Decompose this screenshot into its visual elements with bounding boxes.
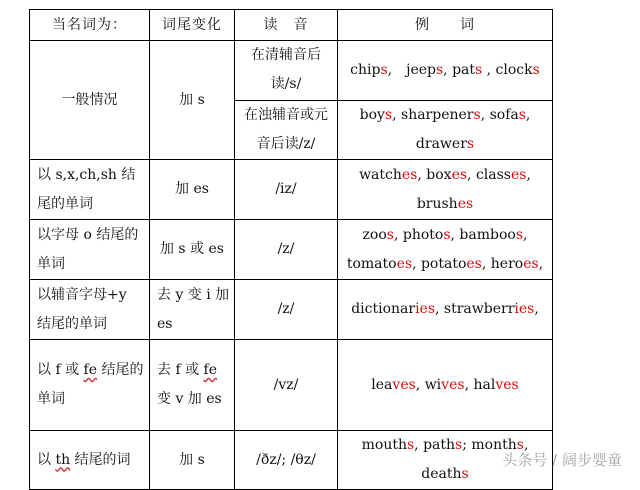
examples-cell (338, 100, 553, 160)
text-segment: , wi (415, 376, 442, 393)
table-row (30, 41, 553, 101)
table-row (30, 431, 553, 490)
pronunciation-cell: /vz/ (235, 340, 338, 431)
plural-suffix: es (457, 195, 474, 212)
table-row (30, 160, 553, 220)
plural-suffix: s (466, 135, 475, 152)
text-segment: , bamboo (450, 226, 516, 243)
examples-cell (338, 41, 553, 101)
plural-suffix: s (518, 106, 526, 123)
text-segment: , jeep (387, 61, 436, 78)
spellcheck-underlined-text: fe (83, 362, 98, 378)
plural-suffix: es (401, 166, 418, 183)
plural-suffix: ves (441, 376, 465, 393)
examples-cell (338, 220, 553, 280)
change-cell: 加 s 或 es (150, 220, 235, 280)
text-segment: , photo (393, 226, 444, 243)
plural-suffix: s (461, 466, 469, 482)
case-cell: 以辅音字母+y 结尾的单词 (30, 280, 150, 340)
plural-suffix: s (406, 437, 415, 453)
plural-suffix: s (515, 226, 524, 243)
text-segment: 结尾的单词 (37, 362, 144, 407)
plural-suffix: es (396, 255, 413, 272)
case-cell (30, 431, 150, 490)
plural-suffix: s (532, 61, 540, 78)
text-segment: , brush (416, 166, 531, 212)
plural-suffix: s (455, 437, 463, 453)
text-segment: , (534, 301, 539, 317)
text-segment: , tomato (346, 226, 528, 272)
pronunciation-cell: /z/ (235, 280, 338, 340)
header-row (30, 10, 553, 41)
text-segment: 以 (37, 451, 56, 468)
examples-cell (338, 160, 553, 220)
plural-suffix: s (386, 226, 394, 243)
text-segment: , hero (481, 255, 524, 272)
text-segment: mouth (361, 437, 407, 453)
change-cell: 加 s (150, 431, 235, 490)
text-segment: boy (359, 106, 385, 123)
examples-cell (338, 280, 553, 340)
change-cell (150, 340, 235, 431)
header-pronunciation: 读 音 (235, 10, 338, 41)
table-row (30, 220, 553, 280)
pronunciation-cell: /iz/ (235, 160, 338, 220)
plural-suffix: s (475, 61, 483, 78)
pronunciation-cell: /z/ (235, 220, 338, 280)
examples-cell (338, 340, 553, 431)
plural-suffix: ies (415, 301, 436, 317)
change-cell: 加 es (150, 160, 235, 220)
text-segment: dictionar (351, 301, 416, 317)
plural-suffix: es (510, 166, 527, 183)
spellcheck-underlined-text: fe (203, 362, 218, 378)
text-segment: , box (417, 166, 452, 183)
plural-suffix: s (443, 226, 451, 243)
plural-suffix: es (466, 255, 482, 272)
text-segment: 结尾的词 (70, 451, 131, 468)
header-examples: 例 词 (338, 10, 553, 41)
text-segment: 以 s,x,ch,sh 结尾的单词 (37, 166, 136, 212)
text-segment: , clock (482, 61, 533, 78)
table-row (30, 280, 553, 340)
plural-suffix: es (451, 166, 468, 183)
text-segment: watch (359, 166, 402, 183)
text-segment: , (538, 255, 544, 272)
text-segment: , pat (443, 61, 476, 78)
text-segment: ; month (462, 437, 517, 453)
table-row (30, 340, 553, 431)
case-cell: 一般情况 (30, 41, 150, 160)
text-segment: lea (371, 376, 393, 393)
text-segment: 去 f 或 (157, 362, 204, 378)
case-cell (30, 340, 150, 431)
text-segment: , sharpener (392, 106, 474, 123)
text-segment: , path (414, 437, 456, 453)
case-cell: 以字母 o 结尾的单词 (30, 220, 150, 280)
text-segment: , hal (464, 376, 496, 393)
text-segment: chip (350, 61, 381, 78)
header-case: 当名词为： (30, 10, 150, 41)
plural-rules-table (29, 9, 553, 490)
plural-suffix: ves (392, 376, 416, 393)
plural-suffix: s (516, 437, 524, 453)
examples-cell (338, 431, 553, 490)
text-segment: 以 f 或 (37, 362, 84, 378)
pronunciation-cell: /ðz/; /θz/ (235, 431, 338, 490)
case-cell (30, 160, 150, 220)
plural-suffix: ies (514, 301, 535, 317)
plural-suffix: s (380, 61, 388, 78)
change-cell: 去 y 变 i 加 es (150, 280, 235, 340)
text-segment: zoo (362, 226, 387, 243)
text-segment: , potato (412, 255, 467, 272)
text-segment: , sofa (480, 106, 519, 123)
text-segment: , strawberr (435, 301, 515, 317)
text-segment: , class (467, 166, 511, 183)
text-segment: , death (421, 437, 529, 482)
text-segment: , drawer (415, 106, 531, 152)
plural-suffix: s (435, 61, 444, 78)
plural-suffix: es (523, 255, 539, 272)
plural-suffix: s (473, 106, 481, 123)
spellcheck-underlined-text: th (55, 451, 71, 468)
plural-suffix: ves (495, 376, 519, 393)
pronunciation-cell: 在清辅音后读/s/ (235, 41, 338, 101)
change-cell: 加 s (150, 41, 235, 160)
watermark: 头条号 / 阔步婴童 (502, 451, 622, 469)
header-change: 词尾变化 (150, 10, 235, 41)
plural-suffix: s (384, 106, 393, 123)
text-segment: 变 v 加 es (157, 391, 222, 407)
pronunciation-cell: 在浊辅音或元音后读/z/ (235, 100, 338, 160)
